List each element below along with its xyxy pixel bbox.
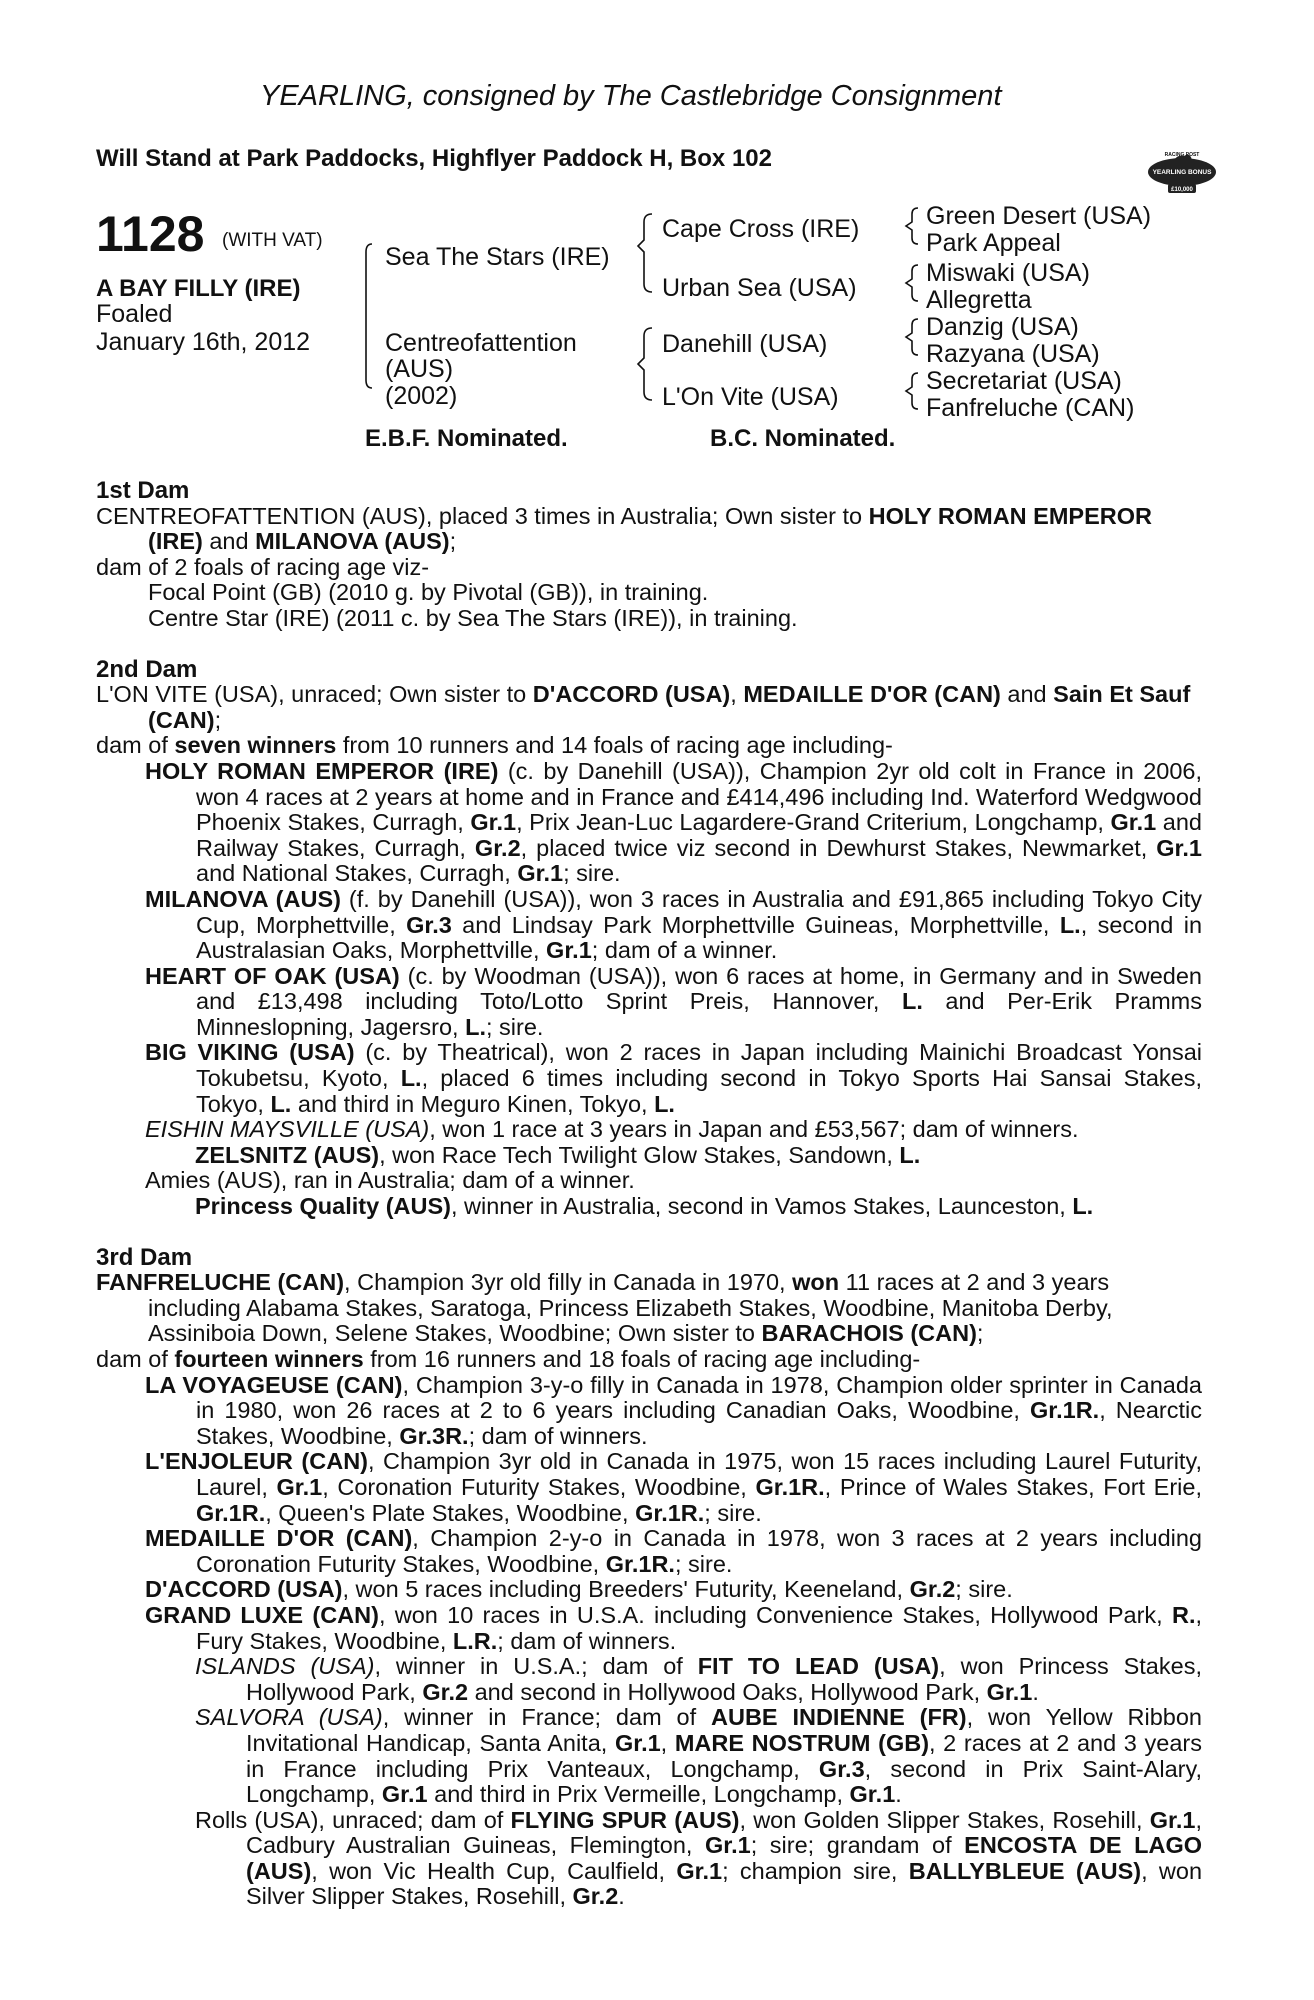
- dam-paragraph: [96, 964, 1202, 1041]
- text-run: , Fury Stakes, Woodbine,: [196, 1601, 1202, 1654]
- badge-line-3: £10,000: [1171, 187, 1193, 193]
- bold-text: seven winners: [174, 732, 337, 759]
- bold-text: ENCOSTA DE LAGO (AUS): [246, 1832, 1203, 1884]
- text-run: , Prix Jean-Luc Lagardere-Grand Criterium, Longchamp,: [516, 809, 1111, 836]
- text-run: dam of: [96, 732, 175, 759]
- text-run: , won 5 races including Breeders' Futurity, Keeneland,: [342, 1576, 910, 1603]
- g3-ancestor-7: Secretariat (USA): [926, 367, 1122, 395]
- g3-ancestor-2: Park Appeal: [926, 229, 1061, 257]
- text-run: 11 races at 2 and 3 years including Alabama Stakes, Saratoga, Princess Elizabeth Stakes, Woodbine, Manitoba Derby, Assiniboia Down, Selene Stakes, Woodbine; Own sister to: [148, 1269, 1113, 1347]
- bold-text: Princess Quality (AUS): [195, 1193, 451, 1220]
- bold-text: MEDAILLE D'OR (CAN): [145, 1525, 413, 1552]
- dam-paragraph: [96, 606, 1202, 632]
- bold-text: MARE NOSTRUM (GB): [674, 1729, 930, 1756]
- text-run: from 10 runners and 14 foals of racing age including-: [336, 732, 893, 759]
- bold-text: won: [792, 1269, 840, 1296]
- bold-text: L.: [465, 1013, 486, 1040]
- text-run: from 16 runners and 18 foals of racing age including-: [363, 1346, 921, 1372]
- dam-paragraph: [96, 1373, 1202, 1450]
- text-run: L'ON VITE (USA), unraced; Own sister to: [96, 681, 533, 708]
- badge-line-2: YEARLING BONUS: [1152, 169, 1212, 176]
- bold-text: D'ACCORD (USA): [145, 1576, 343, 1603]
- dam-paragraph: [96, 887, 1202, 964]
- bold-text: Gr.3: [406, 911, 452, 938]
- bold-text: L.: [654, 1090, 675, 1117]
- text-run: dam of 2 foals of racing age viz-: [96, 553, 430, 580]
- bold-text: BIG VIKING (USA): [145, 1039, 355, 1066]
- text-run: ; sire; grandam of: [750, 1832, 965, 1859]
- text-run: (f. by Danehill (USA)), won 3 races in Australia and £91,865 including Tokyo City Cup, Morphettville,: [196, 885, 1202, 938]
- page-title: YEARLING, consigned by The Castlebridge Consignment: [260, 80, 1002, 112]
- bold-text: BARACHOIS (CAN): [761, 1320, 977, 1347]
- text-run: (c. by Woodman (USA)), won 6 races at home, in Germany and in Sweden and £13,498 including Toto/Lotto Sprint Preis, Hannover,: [196, 962, 1202, 1015]
- bold-text: HOLY ROMAN EMPEROR (IRE): [148, 502, 1152, 555]
- bold-text: Gr.1: [849, 1781, 896, 1808]
- g3-ancestor-8: Fanfreluche (CAN): [926, 394, 1135, 422]
- text-run: and third in Meguro Kinen, Tokyo,: [291, 1090, 655, 1117]
- bold-text: Gr.1R.: [635, 1499, 705, 1526]
- text-run: and Per-Erik Pramms Minneslopning, Jagersro,: [196, 988, 1202, 1040]
- section-gap: [96, 632, 1202, 657]
- text-run: Centre Star (IRE) (2011 c. by Sea The Stars (IRE)), in training.: [148, 604, 798, 631]
- sire-dam: Urban Sea (USA): [662, 274, 857, 302]
- dam-paragraph: [96, 1194, 1202, 1220]
- lot-title: A BAY FILLY (IRE): [96, 275, 301, 302]
- bold-text: MEDAILLE D'OR (CAN): [743, 681, 1001, 708]
- bold-text: Gr.2: [572, 1883, 619, 1910]
- text-run: , winner in France; dam of: [382, 1704, 711, 1731]
- bold-text: Gr.1R.: [605, 1550, 675, 1577]
- dam-dam: L'On Vite (USA): [662, 383, 839, 411]
- bold-text: Gr.1: [705, 1832, 751, 1859]
- text-run: and: [1000, 681, 1054, 708]
- bold-text: GRAND LUXE (CAN): [145, 1601, 379, 1628]
- text-run: ; sire.: [485, 1013, 544, 1040]
- section-heading: 2nd Dam: [96, 655, 198, 683]
- text-run: (c. by Danehill (USA)), Champion 2yr old colt in France in 2006, won 4 races at 2 years at home and in France and £414,496 including Ind. Waterford Wedgwood Phoenix Stakes, Curragh,: [196, 757, 1203, 836]
- bold-text: Gr.2: [474, 834, 521, 861]
- text-run: .: [895, 1781, 902, 1808]
- text-run: dam of: [96, 1346, 175, 1372]
- text-run: , won Vic Health Cup, Caulfield,: [311, 1857, 677, 1884]
- bold-text: Gr.1: [614, 1729, 661, 1756]
- text-run: ;: [976, 1320, 984, 1347]
- text-run: , Coronation Futurity Stakes, Woodbine,: [322, 1473, 756, 1500]
- bold-text: Gr.1: [1156, 834, 1202, 861]
- dam-paragraph: [96, 1654, 1202, 1705]
- italic-text: EISHIN MAYSVILLE (USA): [145, 1116, 430, 1143]
- dam-paragraph: [96, 504, 1202, 555]
- bold-text: Gr.1: [1149, 1806, 1196, 1833]
- bold-text: L.: [270, 1090, 292, 1117]
- g3-ancestor-3: Miswaki (USA): [926, 259, 1090, 287]
- bold-text: L'ENJOLEUR (CAN): [145, 1448, 368, 1475]
- bold-text: Gr.2: [909, 1576, 956, 1603]
- text-run: , winner in U.S.A.; dam of: [374, 1653, 698, 1680]
- text-run: , won Race Tech Twilight Glow Stakes, Sandown,: [379, 1141, 900, 1168]
- dam-paragraph: [96, 1117, 1202, 1143]
- sire-name: Sea The Stars (IRE): [385, 243, 610, 271]
- bold-text: MILANOVA (AUS): [145, 885, 341, 912]
- text-run: , won 10 races in U.S.A. including Convenience Stakes, Hollywood Park,: [378, 1601, 1172, 1628]
- bc-nomination: B.C. Nominated.: [710, 425, 896, 452]
- bold-text: Gr.1: [546, 937, 592, 964]
- section-heading: 3rd Dam: [96, 1243, 193, 1271]
- text-run: , Champion 2-y-o in Canada in 1978, won 3 races at 2 years including Coronation Futurity Stakes, Woodbine,: [196, 1525, 1202, 1577]
- bold-text: Gr.3R.: [399, 1422, 469, 1449]
- dam-paragraph: [96, 1040, 1202, 1117]
- sire-sire: Cape Cross (IRE): [662, 215, 860, 243]
- text-run: ; dam of winners.: [468, 1422, 648, 1449]
- bold-text: L.: [1059, 911, 1081, 938]
- text-run: , won Yellow Ribbon Invitational Handicap, Santa Anita,: [246, 1704, 1202, 1756]
- g3-ancestor-4: Allegretta: [926, 286, 1032, 314]
- text-run: Amies (AUS), ran in Australia; dam of a winner.: [145, 1167, 635, 1194]
- text-run: ; dam of winners.: [497, 1627, 677, 1654]
- bold-text: Gr.1: [986, 1678, 1033, 1705]
- text-run: ; sire.: [563, 860, 621, 887]
- text-run: , 2 races at 2 and 3 years in France including Prix Vanteaux, Longchamp,: [246, 1729, 1202, 1782]
- italic-text: ISLANDS (USA): [195, 1653, 375, 1680]
- bold-text: Sain Et Sauf (CAN): [148, 681, 1191, 733]
- bold-text: Gr.1: [1110, 809, 1157, 836]
- text-run: , second in Prix Saint-Alary, Longchamp,: [246, 1755, 1202, 1808]
- text-run: , Queen's Plate Stakes, Woodbine,: [265, 1499, 636, 1526]
- text-run: , second in Australasian Oaks, Morphettville,: [196, 911, 1203, 964]
- text-run: .: [1032, 1678, 1039, 1705]
- dam-paragraph: [96, 1808, 1202, 1910]
- bold-text: AUBE INDIENNE (FR): [711, 1704, 967, 1731]
- text-run: Focal Point (GB) (2010 g. by Pivotal (GB)), in training.: [148, 579, 709, 606]
- bold-text: FLYING SPUR (AUS): [510, 1806, 740, 1833]
- foaled-label: Foaled: [96, 300, 173, 328]
- text-run: , won Golden Slipper Stakes, Rosehill,: [739, 1806, 1150, 1833]
- bold-text: LA VOYAGEUSE (CAN): [145, 1371, 403, 1398]
- bold-text: BALLYBLEUE (AUS): [908, 1857, 1142, 1884]
- dam-name-line-1: Centreofattention: [385, 329, 577, 357]
- bold-text: L.: [400, 1065, 422, 1092]
- text-run: and second in Hollywood Oaks, Hollywood Park,: [468, 1678, 987, 1705]
- vat-label: (WITH VAT): [222, 230, 323, 251]
- text-run: , Cadbury Australian Guineas, Flemington,: [246, 1806, 1202, 1859]
- stand-location: Will Stand at Park Paddocks, Highflyer Paddock H, Box 102: [96, 145, 772, 172]
- dam-paragraph: [96, 1603, 1202, 1654]
- dam-paragraph: [96, 759, 1202, 887]
- text-run: , won Silver Slipper Stakes, Rosehill,: [246, 1857, 1203, 1910]
- bold-text: Gr.1: [676, 1857, 723, 1884]
- dam-paragraph: [96, 1270, 1202, 1347]
- section-gap: [96, 1220, 1202, 1245]
- dam-paragraph: [96, 1168, 1202, 1194]
- bold-text: FANFRELUCHE (CAN): [96, 1269, 345, 1296]
- text-run: ;: [214, 706, 222, 733]
- bold-text: L.R.: [452, 1627, 498, 1654]
- dam-paragraph: [96, 1526, 1202, 1577]
- text-run: , won Princess Stakes, Hollywood Park,: [246, 1653, 1202, 1705]
- section-heading: 1st Dam: [96, 477, 190, 504]
- lot-number: 1128: [96, 206, 205, 262]
- bold-text: fourteen winners: [174, 1346, 364, 1372]
- text-run: ; sire.: [704, 1499, 762, 1526]
- text-run: and third in Prix Vermeille, Longchamp,: [427, 1781, 850, 1808]
- text-run: ; sire.: [955, 1576, 1013, 1603]
- text-run: , won 1 race at 3 years in Japan and £53,567; dam of winners.: [429, 1116, 1079, 1143]
- bold-text: Gr.3: [818, 1755, 865, 1782]
- text-run: ,: [730, 681, 744, 708]
- text-run: and National Stakes, Curragh,: [196, 860, 518, 887]
- bold-text: Gr.2: [422, 1678, 469, 1705]
- dam-sire: Danehill (USA): [662, 330, 828, 358]
- bold-text: Gr.1R.: [1029, 1397, 1100, 1424]
- bold-text: HOLY ROMAN EMPEROR (IRE): [145, 757, 499, 784]
- dam-paragraph: [96, 733, 1202, 759]
- bold-text: HEART OF OAK (USA): [145, 962, 400, 989]
- text-run: Rolls (USA), unraced; dam of: [195, 1806, 511, 1833]
- dam-paragraph: [96, 580, 1202, 606]
- text-run: , placed 6 times including second in Tokyo Sports Hai Sansai Stakes, Tokyo,: [196, 1065, 1202, 1117]
- dam-paragraph: [96, 555, 1202, 581]
- bold-text: Gr.1R.: [196, 1499, 266, 1526]
- text-run: , Champion 3-y-o filly in Canada in 1978, Champion older sprinter in Canada in 1980, won 26 races at 2 to 6 years including Canadian Oaks, Woodbine,: [196, 1371, 1202, 1424]
- text-run: , Champion 3yr old filly in Canada in 1970,: [344, 1269, 793, 1296]
- text-run: , Nearctic Stakes, Woodbine,: [196, 1397, 1202, 1449]
- text-run: , Prince of Wales Stakes, Fort Erie,: [824, 1473, 1202, 1500]
- dam-paragraph: [96, 682, 1202, 733]
- badge-line-1: RACING POST: [1164, 152, 1200, 158]
- bold-text: Gr.1R.: [755, 1473, 825, 1500]
- text-run: .: [618, 1883, 625, 1910]
- dam-paragraph: [96, 1347, 1202, 1373]
- dam-name-line-2: (AUS): [385, 355, 454, 383]
- text-run: and: [202, 528, 256, 555]
- text-run: and Railway Stakes, Curragh,: [196, 809, 1202, 861]
- bold-text: Gr.1: [381, 1781, 428, 1808]
- text-run: ;: [449, 528, 457, 555]
- bold-text: Gr.1: [276, 1473, 323, 1500]
- bold-text: FIT TO LEAD (USA): [697, 1653, 940, 1680]
- bold-text: L.: [1072, 1193, 1094, 1220]
- text-run: ; dam of a winner.: [591, 937, 778, 964]
- g3-ancestor-6: Razyana (USA): [926, 340, 1100, 368]
- dam-name-line-3: (2002): [385, 382, 458, 410]
- dam-paragraph: [96, 1143, 1202, 1169]
- bold-text: ZELSNITZ (AUS): [195, 1141, 380, 1168]
- text-run: , placed twice viz second in Dewhurst Stakes, Newmarket,: [520, 834, 1157, 861]
- g3-ancestor-1: Green Desert (USA): [926, 202, 1152, 230]
- dam-paragraph: [96, 1577, 1202, 1603]
- g3-ancestor-5: Danzig (USA): [926, 313, 1079, 341]
- text-run: ,: [660, 1729, 675, 1756]
- text-run: (c. by Theatrical), won 2 races in Japan including Mainichi Broadcast Yonsai Tokubetsu, Kyoto,: [196, 1039, 1203, 1092]
- dam-paragraph: [96, 1705, 1202, 1807]
- text-run: ; sire.: [674, 1550, 733, 1577]
- bold-text: R.: [1171, 1601, 1196, 1628]
- bold-text: D'ACCORD (USA): [532, 681, 731, 708]
- ebf-nomination: E.B.F. Nominated.: [365, 425, 568, 452]
- text-run: and Lindsay Park Morphettville Guineas, Morphettville,: [451, 911, 1060, 938]
- dam-sections: [96, 478, 1202, 1910]
- dam-paragraph: [96, 1449, 1202, 1526]
- italic-text: SALVORA (USA): [195, 1704, 383, 1731]
- bold-text: L.: [901, 988, 923, 1015]
- bold-text: Gr.1: [470, 809, 517, 836]
- text-run: CENTREOFATTENTION (AUS), placed 3 times in Australia; Own sister to: [96, 502, 869, 529]
- text-run: , Champion 3yr old in Canada in 1975, won 15 races including Laurel Futurity, Laurel,: [196, 1448, 1202, 1500]
- bold-text: MILANOVA (AUS): [255, 528, 450, 555]
- text-run: , winner in Australia, second in Vamos Stakes, Launceston,: [450, 1193, 1073, 1220]
- text-run: ; champion sire,: [722, 1857, 909, 1884]
- bold-text: Gr.1: [517, 860, 564, 887]
- bold-text: L.: [899, 1141, 921, 1168]
- foaled-date: January 16th, 2012: [96, 328, 311, 356]
